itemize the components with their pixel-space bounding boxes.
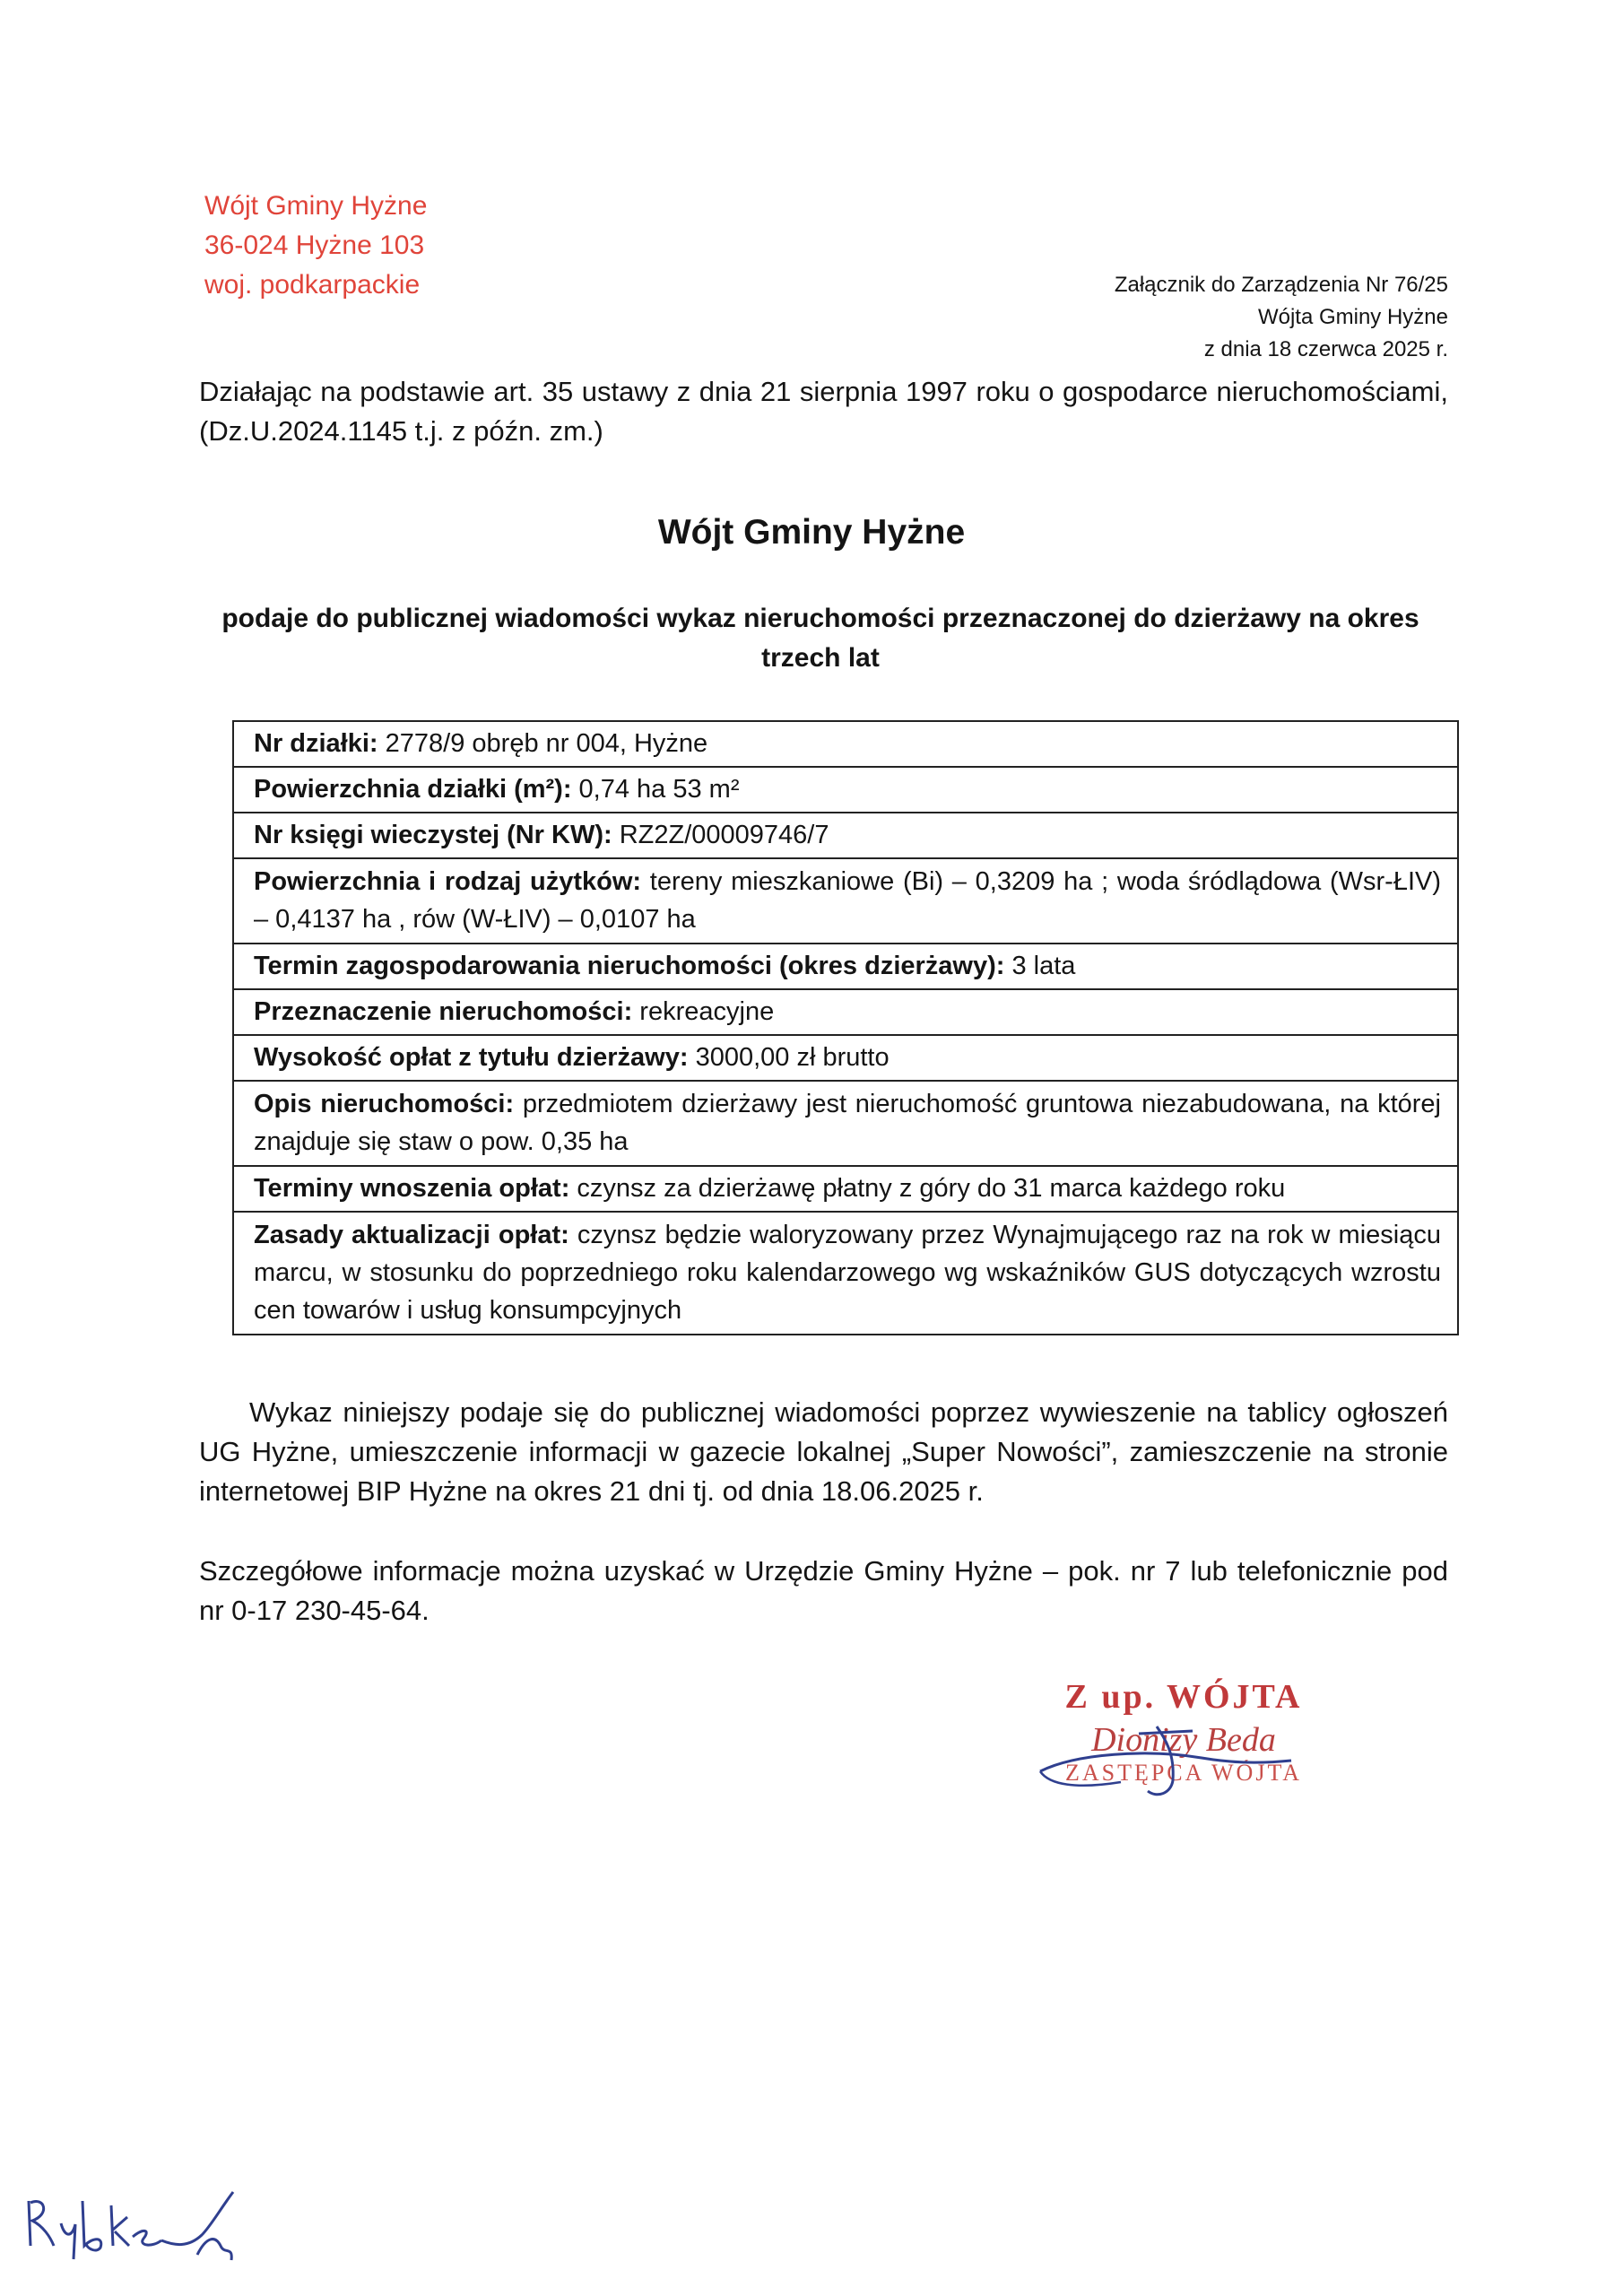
- page-title: Wójt Gminy Hyżne: [657, 513, 966, 552]
- annex-line-1: Załącznik do Zarządzenia Nr 76/25: [1114, 273, 1448, 297]
- annex-line-2: Wójta Gminy Hyżne: [1257, 305, 1448, 329]
- row-label: Terminy wnoszenia opłat:: [254, 1174, 570, 1203]
- row-value: przedmiotem dzierżawy jest nieruchomość gruntowa niezabudowana, na której znajduje się staw o pow. 0,35 ha: [254, 1090, 1441, 1156]
- row-label: Powierzchnia i rodzaj użytków:: [254, 867, 642, 896]
- row-label: Przeznaczenie nieruchomości:: [254, 997, 633, 1026]
- row-land-use: [234, 859, 1457, 944]
- row-label: Termin zagospodarowania nieruchomości (okres dzierżawy):: [254, 952, 1005, 980]
- stamp-name: Dionizy Beda: [1091, 1721, 1276, 1759]
- row-label: Wysokość opłat z tytułu dzierżawy:: [254, 1043, 689, 1072]
- stamp-authorization: Z up. WÓJTA: [1064, 1678, 1303, 1716]
- row-label: Powierzchnia działki (m²):: [254, 775, 572, 804]
- letterhead-province: woj. podkarpackie: [204, 270, 421, 300]
- row-purpose: [234, 990, 1457, 1036]
- row-payment-dates: [234, 1167, 1457, 1213]
- handwritten-signature: [1022, 1709, 1345, 1816]
- row-value: RZ2Z/00009746/7: [612, 821, 829, 849]
- row-value: 0,74 ha 53 m²: [571, 775, 740, 804]
- legal-basis: Działając na podstawie art. 35 ustawy z dnia 21 sierpnia 1997 roku o gospodarce nieruchomościami, (Dz.U.2024.1145 t.j. z późn. zm.): [199, 376, 1448, 447]
- row-label: Opis nieruchomości:: [254, 1090, 515, 1118]
- row-plot-area: [234, 768, 1457, 813]
- row-description: [234, 1082, 1457, 1167]
- row-land-register: [234, 813, 1457, 859]
- row-value: czynsz za dzierżawę płatny z góry do 31 marca każdego roku: [569, 1174, 1286, 1203]
- row-value: 2778/9 obręb nr 004, Hyżne: [378, 729, 708, 758]
- letterhead-stamp: [204, 187, 427, 305]
- row-value: rekreacyjne: [632, 997, 775, 1026]
- annex-reference: [1115, 269, 1448, 366]
- contact-info: Szczegółowe informacje można uzyskać w Urzędzie Gminy Hyżne – pok. nr 7 lub telefonicznie pod nr 0-17 230-45-64.: [199, 1555, 1448, 1626]
- publication-notice: Wykaz niniejszy podaje się do publicznej wiadomości poprzez wywieszenie na tablicy ogłoszeń UG Hyżne, umieszczenie informacji w gazecie lokalnej „Super Nowości”, zamieszczenie na stronie internetowej BIP Hyżne na okres 21 dni tj. od dnia 18.06.2025 r.: [199, 1396, 1448, 1507]
- page-subtitle: podaje do publicznej wiadomości wykaz nieruchomości przeznaczonej do dzierżawy na okres trzech lat: [221, 604, 1419, 673]
- property-table: [232, 720, 1459, 1335]
- letterhead-office: Wójt Gminy Hyżne: [204, 191, 428, 221]
- row-label: Zasady aktualizacji opłat:: [254, 1221, 569, 1249]
- row-lease-term: [234, 944, 1457, 990]
- row-update-rules: [234, 1213, 1457, 1334]
- row-fee: [234, 1036, 1457, 1082]
- row-label: Nr księgi wieczystej (Nr KW):: [254, 821, 612, 849]
- row-value: czynsz będzie waloryzowany przez Wynajmującego raz na rok w miesiącu marcu, w stosunku do poprzedniego roku kalendarzowego wg wskaźników GUS dotyczących wzrostu cen towarów i usług konsumpcyjnych: [254, 1221, 1441, 1325]
- row-value: 3000,00 zł brutto: [688, 1043, 890, 1072]
- row-value: 3 lata: [1004, 952, 1076, 980]
- letterhead-address: 36-024 Hyżne 103: [204, 230, 425, 260]
- annex-line-3: z dnia 18 czerwca 2025 r.: [1203, 337, 1448, 361]
- row-plot-number: [234, 722, 1457, 768]
- row-label: Nr działki:: [254, 729, 378, 758]
- row-value: tereny mieszkaniowe (Bi) – 0,3209 ha ; woda śródlądowa (Wsr-ŁIV) – 0,4137 ha , rów (W-ŁIV) – 0,0107 ha: [254, 867, 1442, 934]
- handwritten-initials: [18, 2174, 251, 2273]
- stamp-role: ZASTĘPCA WÓJTA: [1064, 1760, 1303, 1786]
